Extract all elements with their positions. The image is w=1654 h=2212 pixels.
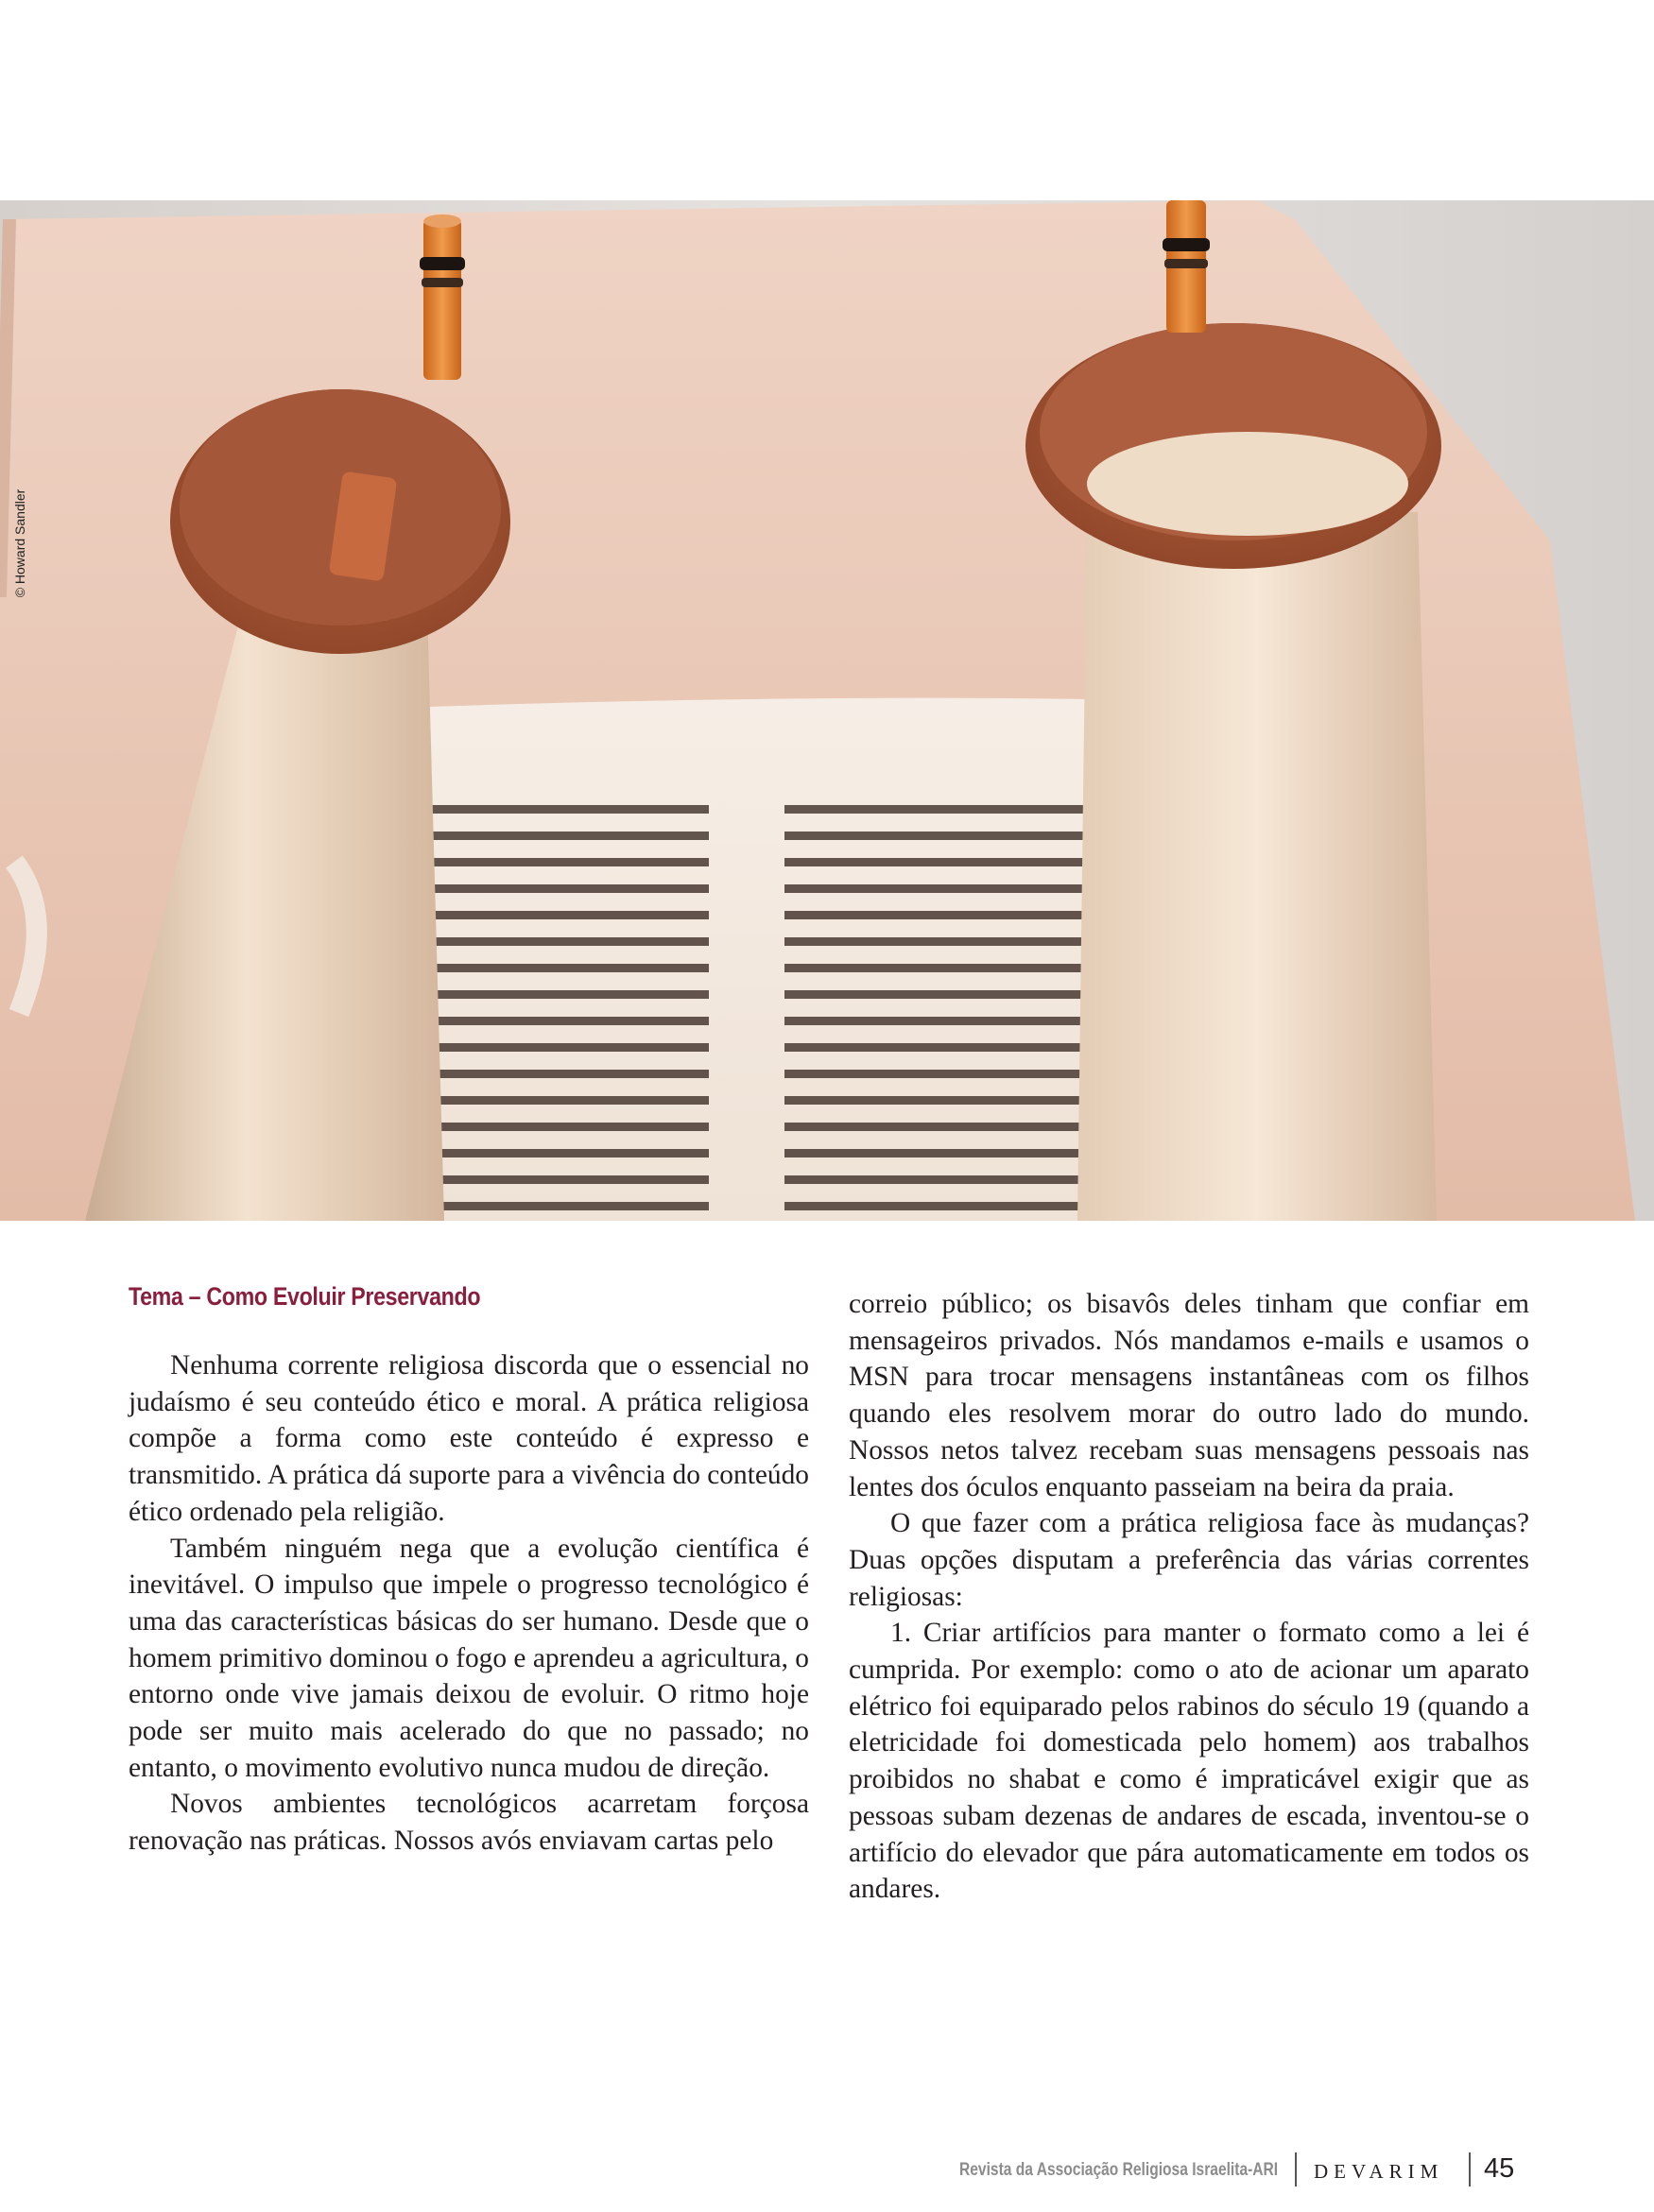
page-footer: [0, 2152, 1654, 2190]
publication-name: Revista da Associação Religiosa Israelita-ARI: [958, 2160, 1278, 2180]
torah-scroll-icon: [0, 200, 1654, 1221]
page-number: 45: [1484, 2153, 1515, 2184]
footer-divider: [1469, 2152, 1471, 2186]
paragraph: 1. Criar artifícios para manter o formato como a lei é cumprida. Por exemplo: como o ato de acionar um aparato elétrico foi equiparado pelos rabinos do século 19 (quando a eletricidade foi domesticada pelo homem) aos trabalhos proibidos no shabat e como é impraticável exigir que as pessoas subam dezenas de andares de escada, inventou-se o artifício do elevador que pára automaticamente em todos os andares.: [849, 1618, 1529, 1905]
torah-scroll-photo: [0, 200, 1654, 1221]
photo-credit: © Howard Sandler: [12, 489, 27, 598]
article-right-column: [849, 1286, 1529, 1908]
paragraph: Também ninguém nega que a evolução científica é inevitável. O impulso que impele o progresso tecnológico é uma das características básicas do ser humano. Desde que o homem primitivo dominou o fogo e aprendeu a agricultura, o entorno onde vive jamais deixou de evoluir. O ritmo hoje pode ser muito mais acelerado do que no passado; no entanto, o movimento evolutivo nunca mudou de direção.: [129, 1533, 809, 1783]
footer-divider: [1295, 2152, 1297, 2186]
paragraph: Nenhuma corrente religiosa discorda que o essencial no judaísmo é seu conteúdo ético e moral. A prática religiosa compõe a forma como este conteúdo é expresso e transmitido. A prática dá suporte para a vivência do conteúdo ético ordenado pela religião.: [129, 1350, 809, 1527]
paragraph: Novos ambientes tecnológicos acarretam forçosa renovação nas práticas. Nossos avós enviavam cartas pelo: [129, 1789, 809, 1857]
brand-name: DEVARIM: [1314, 2160, 1444, 2183]
theme-heading: Tema – Como Evoluir Preservando: [129, 1282, 481, 1311]
paragraph: O que fazer com a prática religiosa face às mudanças? Duas opções disputam a preferência das várias correntes religiosas:: [849, 1508, 1529, 1612]
article-left-column: [129, 1280, 809, 1860]
paragraph: correio público; os bisavôs deles tinham que confiar em mensageiros privados. Nós mandamos e-mails e usamos o MSN para trocar mensagens instantâneas com os filhos quando eles resolvem morar do outro lado do mundo. Nossos netos talvez recebam suas mensagens pessoais nas lentes dos óculos enquanto passeiam na beira da praia.: [849, 1289, 1529, 1502]
